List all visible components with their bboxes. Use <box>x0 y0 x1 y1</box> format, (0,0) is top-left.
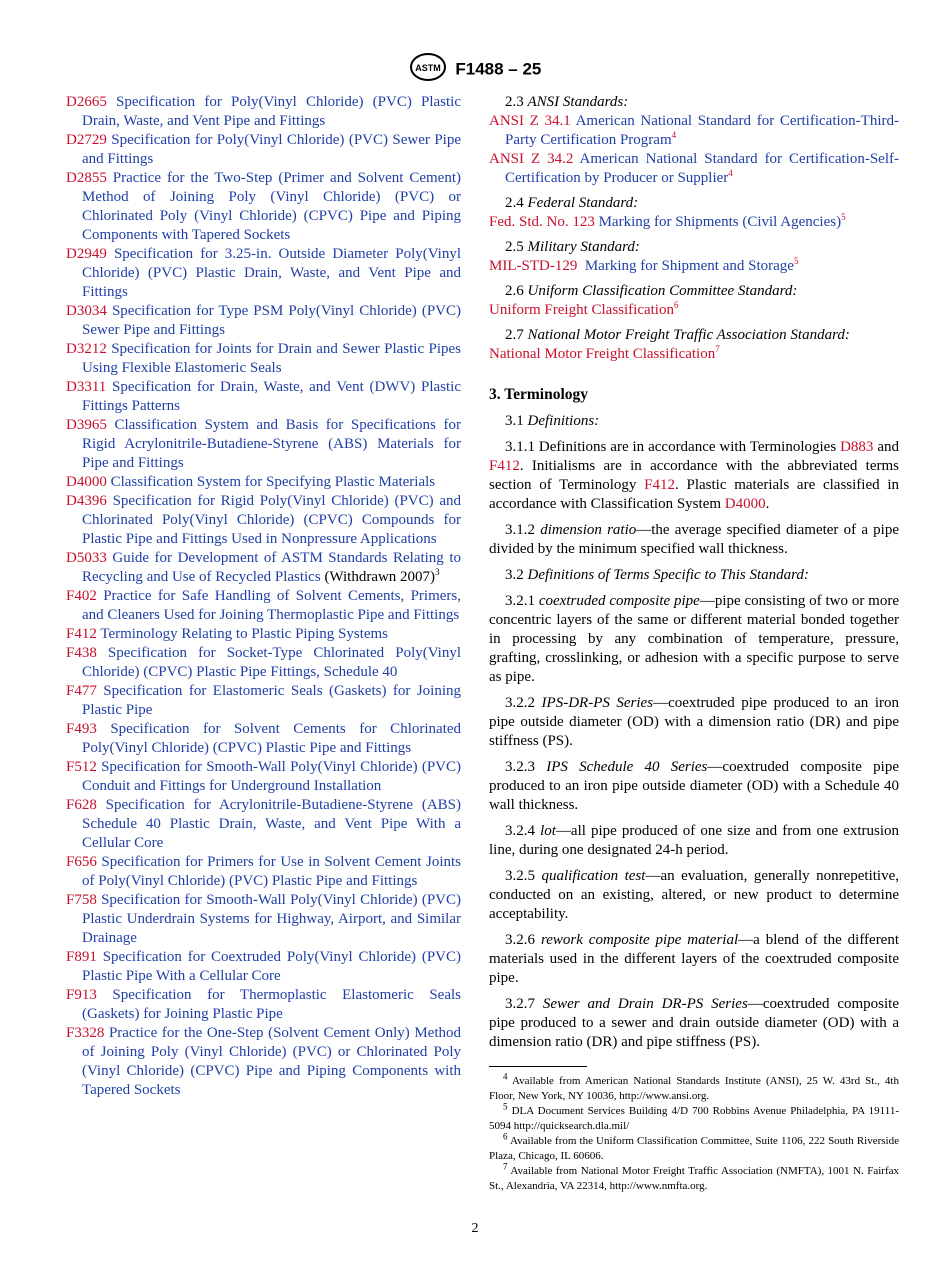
footnote-number: 5 <box>503 1101 508 1112</box>
footnote-4 <box>489 1071 899 1104</box>
para-text: and <box>877 439 899 455</box>
ref-title: Terminology Relating to Plastic Piping Systems <box>100 626 389 642</box>
para-3-2 <box>505 566 899 585</box>
para-number: 3.1.1 <box>505 439 535 455</box>
para-3-1-2 <box>489 521 899 559</box>
ref-f438[interactable] <box>66 644 461 682</box>
para-number: 3.2.3 <box>505 759 535 775</box>
ref-code: F758 <box>66 892 97 908</box>
section-title: National Motor Freight Traffic Association Standard: <box>527 327 850 343</box>
ref-f477[interactable] <box>66 682 461 720</box>
ref-f656[interactable] <box>66 853 461 891</box>
defined-term: qualification test <box>541 868 646 884</box>
page-header <box>0 52 950 87</box>
ref-d3034[interactable] <box>66 302 461 340</box>
section-heading <box>505 238 899 257</box>
ref-code: F891 <box>66 949 97 965</box>
ref-title: Practice for the One-Step (Solvent Cement Only) Method of Joining Poly (Vinyl Chloride) (PVC) or Chlorinated Poly (Vinyl Chloride) (CPVC) Pipe and Piping Components with Tapered Sockets <box>82 1025 461 1098</box>
section-title: Military Standard: <box>527 239 640 255</box>
section-heading <box>505 282 899 301</box>
ref-link-f412[interactable]: F412 <box>489 458 520 474</box>
ref-code: D2949 <box>66 246 107 262</box>
section-title: ANSI Standards: <box>527 94 629 110</box>
para-number: 3.2.4 <box>505 823 535 839</box>
section-number: 2.6 <box>505 283 524 299</box>
defined-term: Sewer and Drain DR-PS Series <box>542 996 748 1012</box>
para-3-2-1 <box>489 592 899 687</box>
ref-code: Fed. Std. No. 123 <box>489 214 595 230</box>
ref-code: F412 <box>66 626 97 642</box>
ref-title: Specification for Type PSM Poly(Vinyl Chloride) (PVC) Sewer Pipe and Fittings <box>82 303 462 338</box>
ref-code: F628 <box>66 797 97 813</box>
footnote-divider <box>489 1066 587 1067</box>
ref-title: American National Standard for Certification-Third-Party Certification Program <box>505 113 899 148</box>
section-2-3 <box>489 93 899 188</box>
ref-national-motor-freight[interactable] <box>489 345 899 364</box>
para-text: Definitions are in accordance with Terminologies <box>538 439 837 455</box>
ref-code: F656 <box>66 854 97 870</box>
ref-title: Specification for Acrylonitrile-Butadiene-Styrene (ABS) Schedule 40 Plastic Drain, Waste, and Vent Pipe With a Cellular Core <box>82 797 462 851</box>
definition: —an evaluation, generally nonrepetitive, conducted on an existing, altered, or new product to determine acceptability. <box>489 868 899 922</box>
page-number: 2 <box>471 1221 479 1236</box>
ref-f628[interactable] <box>66 796 461 853</box>
section-heading <box>505 93 899 112</box>
definition: —the average specified diameter of a pipe divided by the minimum specified wall thickness. <box>489 522 899 557</box>
section-heading <box>505 326 899 345</box>
section-2-7 <box>489 326 899 364</box>
ref-code: National Motor Freight Classification <box>489 346 716 362</box>
definition: —coextruded composite pipe produced to an iron pipe outside diameter (OD) with a Schedule 40 wall thickness. <box>489 759 899 813</box>
definition: —all pipe produced of one size and from one extrusion line, during one designated 24-h period. <box>489 823 899 858</box>
para-number: 3.1 <box>505 413 524 429</box>
footnotes <box>489 1071 899 1194</box>
para-text: . Plastic materials are classified in accordance with Classification System <box>489 477 899 512</box>
ref-code: D5033 <box>66 550 107 566</box>
footnote-number: 7 <box>503 1161 508 1172</box>
astm-logo-icon <box>409 52 447 87</box>
designation: F1488 – 25 <box>455 59 542 79</box>
ref-f493[interactable] <box>66 720 461 758</box>
ref-link-d4000[interactable]: D4000 <box>724 496 766 512</box>
para-3-1-1 <box>489 438 899 514</box>
ref-title: Specification for Drain, Waste, and Vent (DWV) Plastic Fittings Patterns <box>82 379 461 414</box>
ref-link-f412[interactable]: F412 <box>644 477 676 493</box>
ref-code: Uniform Freight Classification <box>489 302 674 318</box>
ref-d2949[interactable] <box>66 245 461 302</box>
footnote-marker: 5 <box>841 212 846 222</box>
section-number: 2.4 <box>505 195 524 211</box>
ref-code: D3311 <box>66 379 107 395</box>
ref-title: Specification for Socket-Type Chlorinated Poly(Vinyl Chloride) (CPVC) Plastic Pipe Fittings, Schedule 40 <box>82 645 462 680</box>
ref-title: Specification for Coextruded Poly(Vinyl Chloride) (PVC) Plastic Pipe With a Cellular Core <box>82 949 462 984</box>
ref-d5033[interactable] <box>66 549 461 587</box>
ref-code: F3328 <box>66 1025 105 1041</box>
footnote-marker: 4 <box>671 130 677 140</box>
defined-term: IPS Schedule 40 Series <box>546 759 708 775</box>
ref-title: Specification for Smooth-Wall Poly(Vinyl Chloride) (PVC) Plastic Underdrain Systems for Highway, Airport, and Similar Drainage <box>82 892 461 946</box>
para-3-2-4 <box>489 822 899 860</box>
definition: —pipe consisting of two or more concentric layers of the same or different material bonded together in processing by any combination of temperature, pressure, grafting, crosslinking, or adhesion with a specific purpose to serve as pipe. <box>489 593 899 685</box>
para-3-2-5 <box>489 867 899 924</box>
referenced-documents-left <box>66 93 461 1100</box>
para-number: 3.2.5 <box>505 868 535 884</box>
ref-d3965[interactable] <box>66 416 461 473</box>
para-number: 3.1.2 <box>505 522 535 538</box>
ref-code: D3034 <box>66 303 107 319</box>
section-2-5 <box>489 238 899 276</box>
defined-term: IPS-DR-PS Series <box>541 695 654 711</box>
ref-code: F438 <box>66 645 97 661</box>
section-title: Federal Standard: <box>527 195 639 211</box>
ref-code: D2665 <box>66 94 107 110</box>
footnote-marker: 5 <box>793 256 799 266</box>
footnote-marker: 4 <box>728 168 733 178</box>
ref-title: Specification for Smooth-Wall Poly(Vinyl Chloride) (PVC) Conduit and Fittings for Underground Installation <box>82 759 461 794</box>
section-number: 2.7 <box>505 327 524 343</box>
ref-code: D4396 <box>66 493 107 509</box>
ref-code: F913 <box>66 987 97 1003</box>
section-number: 2.5 <box>505 239 524 255</box>
footnote-text: Available from the Uniform Classification Committee, Suite 1106, 222 South Riverside Plaza, Chicago, IL 60606. <box>489 1135 899 1162</box>
definition: —coextruded composite pipe produced to a sewer and drain outside diameter (OD) with a dimension ratio (DR) and pipe stiffness (PS). <box>489 996 900 1050</box>
definition: —a blend of the different materials used in the different layers of the coextruded composite pipe. <box>489 932 900 986</box>
ref-d4396[interactable] <box>66 492 461 549</box>
ref-title: Marking for Shipment and Storage <box>584 258 794 274</box>
ref-d4000[interactable] <box>66 473 461 492</box>
ref-title: American National Standard for Certification-Self-Certification by Producer or Supplier <box>505 151 899 186</box>
right-column <box>489 93 899 1052</box>
section-2-4 <box>489 194 899 232</box>
ref-f402[interactable] <box>66 587 461 625</box>
section-number: 2.3 <box>505 94 524 110</box>
para-title: Definitions: <box>527 413 600 429</box>
defined-term: rework composite pipe material <box>540 932 739 948</box>
ref-f412[interactable] <box>66 625 461 644</box>
para-text: . <box>765 496 770 512</box>
footnote-7 <box>489 1161 899 1194</box>
ref-code: MIL-STD-129 <box>489 258 578 274</box>
para-number: 3.2.6 <box>505 932 535 948</box>
para-number: 3.2 <box>505 567 524 583</box>
ref-link-d883[interactable]: D883 <box>840 439 874 455</box>
ref-f3328[interactable] <box>66 1024 461 1100</box>
ref-code: F402 <box>66 588 97 604</box>
defined-term: coextruded composite pipe <box>538 593 700 609</box>
ref-code: ANSI Z 34.2 <box>489 151 574 167</box>
footnote-text: Available from American National Standards Institute (ANSI), 25 W. 43rd St., 4th Floor, New York, NY 10036, http://www.ansi.org. <box>489 1075 899 1102</box>
ref-f512[interactable] <box>66 758 461 796</box>
ref-code: D4000 <box>66 474 107 490</box>
para-3-2-3 <box>489 758 899 815</box>
ref-f891[interactable] <box>66 948 461 986</box>
footnote-number: 4 <box>503 1071 508 1082</box>
para-3-2-6 <box>489 931 899 988</box>
ref-title: Practice for the Two-Step (Primer and Solvent Cement) Method of Joining Poly (Vinyl Chloride) (PVC) or Chlorinated Poly (Vinyl Chloride) (CPVC) Pipe and Piping Components with Tapered Sockets <box>82 170 462 243</box>
ref-code: D2855 <box>66 170 107 186</box>
footnote-marker: 3 <box>435 567 440 577</box>
ref-ansi-z34-1[interactable] <box>489 112 899 150</box>
ref-title: Practice for Safe Handling of Solvent Cements, Primers, and Cleaners Used for Joining Thermoplastic Pipe and Fittings <box>82 588 462 623</box>
para-title: Definitions of Terms Specific to This Standard: <box>527 567 809 583</box>
ref-uniform-freight[interactable] <box>489 301 899 320</box>
ref-title: Specification for Poly(Vinyl Chloride) (PVC) Plastic Drain, Waste, and Vent Pipe and Fittings <box>82 94 461 129</box>
ref-code: D2729 <box>66 132 107 148</box>
footnote-text: DLA Document Services Building 4/D 700 Robbins Avenue Philadelphia, PA 19111-5094 http://quicksearch.dla.mil/ <box>489 1105 899 1132</box>
para-number: 3.2.7 <box>505 996 535 1012</box>
para-3-1 <box>505 412 899 431</box>
ref-code: D3965 <box>66 417 107 433</box>
ref-title: Classification System and Basis for Specifications for Rigid Acrylonitrile-Butadiene-Styrene (ABS) Materials for Pipe and Fittings <box>82 417 461 471</box>
ref-d2729[interactable] <box>66 131 461 169</box>
section-3-title: 3. Terminology <box>489 386 589 403</box>
ref-title: Specification for Joints for Drain and Sewer Plastic Pipes Using Flexible Elastomeric Seals <box>82 341 461 376</box>
para-number: 3.2.2 <box>505 695 535 711</box>
defined-term: lot <box>540 823 556 839</box>
para-3-2-7 <box>489 995 899 1052</box>
footnote-6 <box>489 1131 899 1164</box>
ref-title: Specification for Poly(Vinyl Chloride) (PVC) Sewer Pipe and Fittings <box>82 132 461 167</box>
definition: —coextruded pipe produced to an iron pipe outside diameter (OD) with a dimension ratio (DR) and pipe stiffness (PS). <box>489 695 900 749</box>
ref-title: Specification for Thermoplastic Elastomeric Seals (Gaskets) for Joining Plastic Pipe <box>82 987 462 1022</box>
ref-mil-std-129[interactable] <box>489 257 899 276</box>
ref-code: ANSI Z 34.1 <box>489 113 571 129</box>
defined-term: dimension ratio <box>540 522 637 538</box>
ref-title: Specification for Solvent Cements for Chlorinated Poly(Vinyl Chloride) (CPVC) Plastic Pipe and Fittings <box>82 721 462 756</box>
para-number: 3.2.1 <box>505 593 535 609</box>
para-3-2-2 <box>489 694 899 751</box>
footnote-marker: 6 <box>673 300 679 310</box>
ref-code: D3212 <box>66 341 107 357</box>
ref-title: Specification for Rigid Poly(Vinyl Chloride) (PVC) and Chlorinated Poly(Vinyl Chloride) (CPVC) Compounds for Plastic Pipe and Fittings Used in Nonpressure Applications <box>82 493 461 547</box>
ref-title: Specification for Elastomeric Seals (Gaskets) for Joining Plastic Pipe <box>82 683 462 718</box>
ref-title: Guide for Development of ASTM Standards Relating to Recycling and Use of Recycled Plastics <box>82 550 461 585</box>
ref-code: F512 <box>66 759 97 775</box>
withdrawn-note: (Withdrawn 2007) <box>324 569 436 585</box>
ref-code: F477 <box>66 683 97 699</box>
ref-ansi-z34-2[interactable] <box>489 150 899 188</box>
ref-f758[interactable] <box>66 891 461 948</box>
ref-title: Classification System for Specifying Plastic Materials <box>110 474 436 490</box>
ref-d3212[interactable] <box>66 340 461 378</box>
ref-d3311[interactable] <box>66 378 461 416</box>
section-heading <box>505 194 899 213</box>
svg-text:ASTM: ASTM <box>414 63 441 73</box>
para-text: . Initialisms are in accordance with the abbreviated terms section of Terminology <box>489 458 899 493</box>
ref-d2855[interactable] <box>66 169 461 245</box>
footnote-text: Available from National Motor Freight Traffic Association (NMFTA), 1001 N. Fairfax St., Alexandria, VA 22314, http://www.nmfta.org. <box>489 1165 899 1192</box>
section-2-6 <box>489 282 899 320</box>
ref-fed-std-123[interactable] <box>489 213 899 232</box>
footnote-5 <box>489 1101 899 1134</box>
ref-title: Specification for 3.25-in. Outside Diameter Poly(Vinyl Chloride) (PVC) Plastic Drain, Waste, and Vent Pipe and Fittings <box>82 246 462 300</box>
footnote-marker: 7 <box>715 344 720 354</box>
section-title: Uniform Classification Committee Standard: <box>527 283 798 299</box>
ref-d2665[interactable] <box>66 93 461 131</box>
ref-title: Marking for Shipments (Civil Agencies) <box>598 214 842 230</box>
footnote-number: 6 <box>503 1131 508 1142</box>
ref-code: F493 <box>66 721 97 737</box>
ref-f913[interactable] <box>66 986 461 1024</box>
ref-title: Specification for Primers for Use in Solvent Cement Joints of Poly(Vinyl Chloride) (PVC) Plastic Pipe and Fittings <box>82 854 462 889</box>
